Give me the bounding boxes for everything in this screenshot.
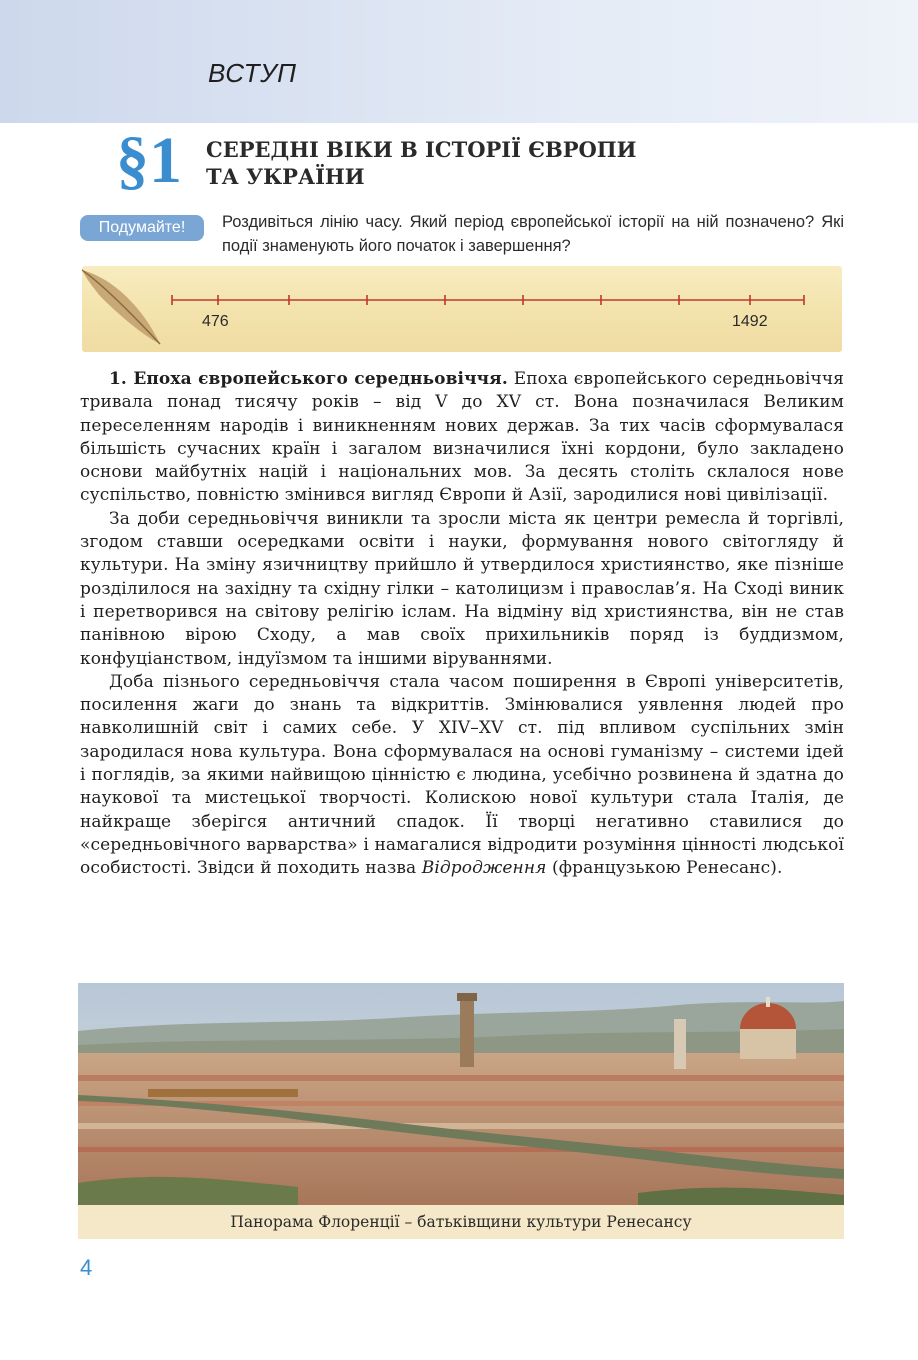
- chapter-title-line1: СЕРЕДНІ ВІКИ В ІСТОРІЇ ЄВРОПИ: [206, 137, 637, 162]
- header-band: [0, 0, 918, 123]
- page-number: 4: [80, 1255, 93, 1280]
- timeline-start-label: 476: [202, 313, 229, 330]
- paragraph-3: [80, 671, 844, 881]
- florence-panorama-image: [78, 983, 844, 1205]
- timeline: [82, 266, 842, 352]
- florence-panorama-photo: [78, 983, 844, 1205]
- paragraph-1: [80, 368, 844, 508]
- section-label: ВСТУП: [208, 58, 297, 88]
- section1-text: [80, 368, 844, 881]
- paragraph-3-end: (французькою Ренесанс).: [546, 858, 783, 879]
- chapter-title: [206, 136, 726, 190]
- scroll-curl-icon: [82, 270, 160, 344]
- photo-caption: Панорама Флоренції – батьківщини культури Ренесансу: [78, 1205, 844, 1239]
- paragraph-3-text: Доба пізнього середньовіччя стала часом поширення в Європі університетів, посилення жаги до знань та відкриттів. Змінювалися уявлення людей про навколишній світ і самих себе. У XIV–XV ст. під впливом суспільних змін зародилася нова культура. Вона сформувалася на основі гуманізму – системи ідей і поглядів, за якими найвищою цінністю є людина, усебічно розвинена й здатна до наукової та мистецької творчості. Колискою нової культури стала Італія, де найкраще зберігся античний спадок. Її творці негативно ставилися до «середньовічного варварства» і намагалися відродити розуміння цінності людської особистості. Звідси й походить назва: [80, 671, 844, 879]
- section1-heading: 1. Епоха європейського середньовіччя.: [109, 369, 508, 389]
- paragraph-2: За доби середньовіччя виникли та зросли міста як центри ремесла й торгівлі, згодом ставши осередками освіти і науки, формування нового світогляду й культури. На зміну язичництву прийшло й утвердилося християнство, яке пізніше розділилося на західну та східну гілки – католицизм і православ’я. На Сході виник і перетворився на світову релігію іслам. На відміну від християнства, він не став панівною вірою Сходу, а мав своїх прихильників поряд із буддизмом, конфуціанством, індуїзмом та іншими віруваннями.: [80, 508, 844, 669]
- renaissance-term: Відродження: [421, 858, 547, 879]
- think-question: Роздивіться лінію часу. Який період європейської історії на ній позначено? Які події знаменують його початок і завершення?: [222, 213, 844, 255]
- think-badge: Подумайте!: [80, 215, 204, 241]
- chapter-title-line2: ТА УКРАЇНИ: [206, 164, 365, 189]
- timeline-end-label: 1492: [732, 313, 768, 330]
- timeline-graphic: [82, 266, 842, 352]
- paragraph-1-text: Епоха європейського середньовіччя тривала понад тисячу років – від V до XV ст. Вона позначилася Великим переселенням народів і виникненням нових держав. За тих часів сформувалася більшість сучасних країн і загалом визначилися їхні кордони, було закладено основи майбутніх націй і національних мов. За десять століть склалося нове суспільство, повністю змінився вигляд Європи й Азії, зародилися нові цивілізації.: [80, 369, 844, 506]
- paragraph-sign: §1: [116, 124, 182, 197]
